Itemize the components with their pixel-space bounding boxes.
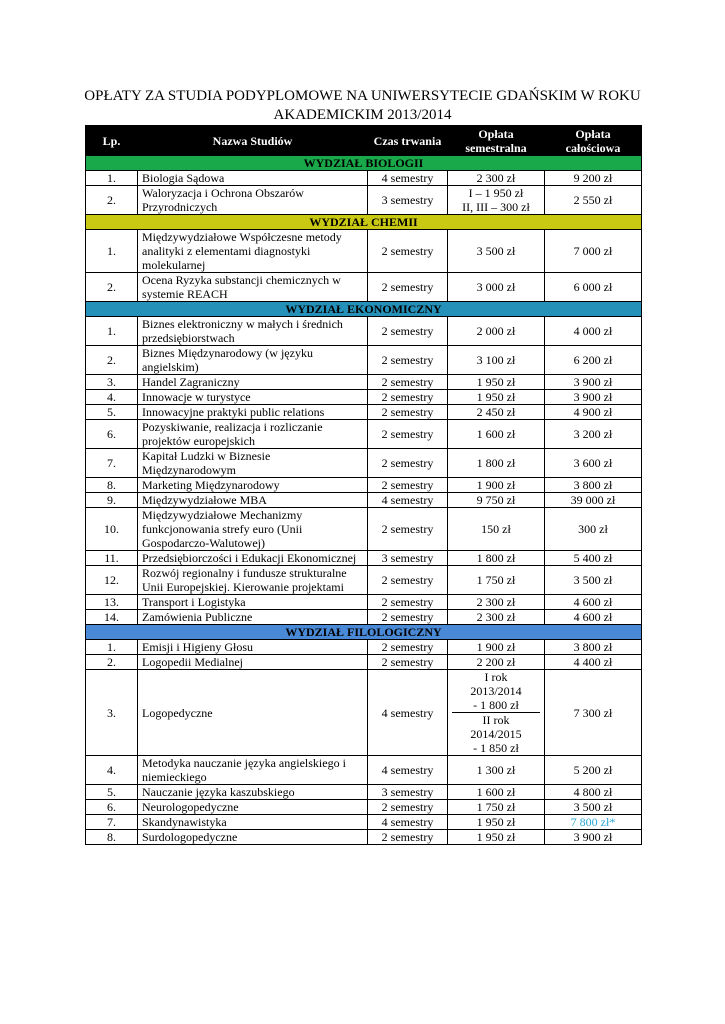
row-number: 6.	[86, 420, 138, 449]
duration: 4 semestry	[368, 171, 448, 186]
table-row	[86, 405, 642, 420]
total-fee: 3 800 zł	[545, 478, 642, 493]
semester-fee-line: II rok	[482, 713, 510, 727]
row-number: 1.	[86, 317, 138, 346]
study-name: Przedsiębiorczości i Edukacji Ekonomicznej	[138, 551, 368, 566]
section-title: WYDZIAŁ BIOLOGII	[86, 156, 642, 171]
semester-fee-line: I rok	[484, 670, 508, 684]
section-title: WYDZIAŁ EKONOMICZNY	[86, 302, 642, 317]
total-fee: 300 zł	[545, 508, 642, 551]
duration: 2 semestry	[368, 317, 448, 346]
study-name: Surdologopedyczne	[138, 830, 368, 845]
semester-fee-line: I – 1 950 zł	[468, 186, 524, 200]
duration: 2 semestry	[368, 610, 448, 625]
row-number: 4.	[86, 756, 138, 785]
study-name: Emisji i Higieny Głosu	[138, 640, 368, 655]
duration: 2 semestry	[368, 508, 448, 551]
row-number: 4.	[86, 390, 138, 405]
total-fee: 4 000 zł	[545, 317, 642, 346]
header-semester-fee-line1: Opłata	[478, 126, 514, 141]
duration: 2 semestry	[368, 655, 448, 670]
row-number: 10.	[86, 508, 138, 551]
duration: 2 semestry	[368, 273, 448, 302]
table-row	[86, 566, 642, 595]
header-duration: Czas trwania	[368, 126, 448, 156]
total-fee: 4 600 zł	[545, 610, 642, 625]
semester-fee: 1 900 zł	[448, 640, 545, 655]
table-row	[86, 273, 642, 302]
semester-fee: 2 200 zł	[448, 655, 545, 670]
study-name: Rozwój regionalny i fundusze strukturalne Unii Europejskiej. Kierowanie projektami	[138, 566, 368, 595]
header-name: Nazwa Studiów	[138, 126, 368, 156]
header-semester-fee	[448, 126, 545, 156]
study-name: Międzywydziałowe Współczesne metody analityki z elementami diagnostyki molekularnej	[138, 230, 368, 273]
document-title	[60, 87, 665, 125]
section-row-chemia	[86, 215, 642, 230]
semester-fee: 3 500 zł	[448, 230, 545, 273]
row-number: 7.	[86, 815, 138, 830]
semester-fee: 1 300 zł	[448, 756, 545, 785]
row-number: 5.	[86, 405, 138, 420]
semester-fee	[448, 186, 545, 215]
total-fee: 5 200 zł	[545, 756, 642, 785]
total-fee: 3 500 zł	[545, 800, 642, 815]
semester-fee: 9 750 zł	[448, 493, 545, 508]
total-fee: 4 800 zł	[545, 785, 642, 800]
semester-fee-line: 2014/2015	[470, 727, 522, 741]
row-number: 1.	[86, 640, 138, 655]
row-number: 7.	[86, 449, 138, 478]
semester-fee: 1 950 zł	[448, 830, 545, 845]
table-row	[86, 595, 642, 610]
table-row	[86, 655, 642, 670]
section-title: WYDZIAŁ CHEMII	[86, 215, 642, 230]
study-name: Kapitał Ludzki w Biznesie Międzynarodowym	[138, 449, 368, 478]
table-row	[86, 493, 642, 508]
total-fee: 3 200 zł	[545, 420, 642, 449]
total-fee: 3 800 zł	[545, 640, 642, 655]
semester-fee: 1 750 zł	[448, 566, 545, 595]
total-fee: 2 550 zł	[545, 186, 642, 215]
semester-fee: 3 000 zł	[448, 273, 545, 302]
row-number: 8.	[86, 830, 138, 845]
row-number: 2.	[86, 186, 138, 215]
total-fee: 39 000 zł	[545, 493, 642, 508]
total-fee: 3 500 zł	[545, 566, 642, 595]
study-name: Transport i Logistyka	[138, 595, 368, 610]
study-name: Pozyskiwanie, realizacja i rozliczanie projektów europejskich	[138, 420, 368, 449]
row-number: 11.	[86, 551, 138, 566]
semester-fee: 2 450 zł	[448, 405, 545, 420]
table-row	[86, 230, 642, 273]
duration: 2 semestry	[368, 390, 448, 405]
row-number: 2.	[86, 346, 138, 375]
row-number: 8.	[86, 478, 138, 493]
semester-fee: 2 000 zł	[448, 317, 545, 346]
study-name: Waloryzacja i Ochrona Obszarów Przyrodniczych	[138, 186, 368, 215]
duration: 2 semestry	[368, 830, 448, 845]
semester-fee: 1 900 zł	[448, 478, 545, 493]
study-name: Ocena Ryzyka substancji chemicznych w systemie REACH	[138, 273, 368, 302]
study-name: Nauczanie języka kaszubskiego	[138, 785, 368, 800]
header-total-fee-line1: Opłata	[575, 126, 611, 141]
semester-fee: 150 zł	[448, 508, 545, 551]
semester-fee: 2 300 zł	[448, 610, 545, 625]
title-line-1: OPŁATY ZA STUDIA PODYPLOMOWE NA UNIWERSYTECIE GDAŃSKIM W ROKU	[84, 88, 641, 104]
table-row	[86, 610, 642, 625]
table-row	[86, 640, 642, 655]
header-total-fee	[545, 126, 642, 156]
study-name: Neurologopedyczne	[138, 800, 368, 815]
total-fee: 6 200 zł	[545, 346, 642, 375]
duration: 2 semestry	[368, 566, 448, 595]
study-name: Handel Zagraniczny	[138, 375, 368, 390]
total-fee: 7 000 zł	[545, 230, 642, 273]
table-row	[86, 508, 642, 551]
section-row-biologia	[86, 156, 642, 171]
row-number: 5.	[86, 785, 138, 800]
semester-fee: 1 950 zł	[448, 815, 545, 830]
section-title: WYDZIAŁ FILOLOGICZNY	[86, 625, 642, 640]
row-number: 3.	[86, 670, 138, 756]
semester-fee-second-year	[452, 713, 540, 755]
total-fee: 3 900 zł	[545, 830, 642, 845]
duration: 3 semestry	[368, 551, 448, 566]
semester-fee: 1 600 zł	[448, 785, 545, 800]
row-number: 2.	[86, 655, 138, 670]
study-name: Skandynawistyka	[138, 815, 368, 830]
study-name: Biologia Sądowa	[138, 171, 368, 186]
total-fee: 3 900 zł	[545, 375, 642, 390]
study-name: Międzywydziałowe Mechanizmy funkcjonowania strefy euro (Unii Gospodarczo-Walutowej)	[138, 508, 368, 551]
total-fee: 6 000 zł	[545, 273, 642, 302]
duration: 2 semestry	[368, 640, 448, 655]
header-semester-fee-line2: semestralna	[465, 140, 527, 155]
table-row	[86, 171, 642, 186]
study-name: Innowacje w turystyce	[138, 390, 368, 405]
title-line-2: AKADEMICKIM 2013/2014	[273, 107, 452, 123]
study-name: Logopedii Medialnej	[138, 655, 368, 670]
table-row	[86, 478, 642, 493]
table-row	[86, 815, 642, 830]
duration: 2 semestry	[368, 595, 448, 610]
semester-fee: 1 600 zł	[448, 420, 545, 449]
study-name: Logopedyczne	[138, 670, 368, 756]
duration: 4 semestry	[368, 670, 448, 756]
total-fee: 4 400 zł	[545, 655, 642, 670]
duration: 2 semestry	[368, 478, 448, 493]
semester-fee: 1 950 zł	[448, 390, 545, 405]
duration: 2 semestry	[368, 449, 448, 478]
table-row	[86, 186, 642, 215]
duration: 2 semestry	[368, 375, 448, 390]
total-fee: 3 900 zł	[545, 390, 642, 405]
table-row	[86, 551, 642, 566]
study-name: Innowacyjne praktyki public relations	[138, 405, 368, 420]
row-number: 6.	[86, 800, 138, 815]
total-fee: 7 800 zł*	[545, 815, 642, 830]
semester-fee: 1 800 zł	[448, 449, 545, 478]
table-row	[86, 390, 642, 405]
section-row-ekonomia	[86, 302, 642, 317]
row-number: 13.	[86, 595, 138, 610]
study-name: Marketing Międzynarodowy	[138, 478, 368, 493]
semester-fee: 3 100 zł	[448, 346, 545, 375]
semester-fee: 1 800 zł	[448, 551, 545, 566]
duration: 2 semestry	[368, 800, 448, 815]
study-name: Biznes Międzynarodowy (w języku angielskim)	[138, 346, 368, 375]
row-number: 9.	[86, 493, 138, 508]
total-fee: 4 600 zł	[545, 595, 642, 610]
duration: 3 semestry	[368, 785, 448, 800]
table-row	[86, 317, 642, 346]
semester-fee: 1 750 zł	[448, 800, 545, 815]
semester-fee-line: - 1 850 zł	[473, 741, 519, 755]
duration: 2 semestry	[368, 420, 448, 449]
table-row	[86, 670, 642, 756]
table-row	[86, 785, 642, 800]
fees-table	[85, 125, 642, 845]
row-number: 2.	[86, 273, 138, 302]
header-total-fee-line2: całościowa	[565, 140, 621, 155]
row-number: 1.	[86, 171, 138, 186]
row-number: 12.	[86, 566, 138, 595]
total-fee: 5 400 zł	[545, 551, 642, 566]
duration: 4 semestry	[368, 815, 448, 830]
duration: 2 semestry	[368, 230, 448, 273]
table-row	[86, 375, 642, 390]
semester-fee: 1 950 zł	[448, 375, 545, 390]
total-fee: 3 600 zł	[545, 449, 642, 478]
row-number: 1.	[86, 230, 138, 273]
study-name: Międzywydziałowe MBA	[138, 493, 368, 508]
total-fee: 4 900 zł	[545, 405, 642, 420]
study-name: Zamówienia Publiczne	[138, 610, 368, 625]
study-name: Biznes elektroniczny w małych i średnich przedsiębiorstwach	[138, 317, 368, 346]
table-row	[86, 346, 642, 375]
header-lp: Lp.	[86, 126, 138, 156]
duration: 3 semestry	[368, 186, 448, 215]
row-number: 14.	[86, 610, 138, 625]
study-name: Metodyka nauczanie języka angielskiego i niemieckiego	[138, 756, 368, 785]
table-row	[86, 756, 642, 785]
total-fee: 7 300 zł	[545, 670, 642, 756]
semester-fee	[448, 670, 545, 756]
semester-fee-first-year	[452, 670, 540, 713]
section-row-filologia	[86, 625, 642, 640]
duration: 2 semestry	[368, 405, 448, 420]
duration: 4 semestry	[368, 756, 448, 785]
table-row	[86, 800, 642, 815]
header-row	[86, 126, 642, 156]
semester-fee-line: II, III – 300 zł	[462, 200, 530, 214]
semester-fee-line: 2013/2014	[470, 684, 522, 698]
table-row	[86, 830, 642, 845]
total-fee: 9 200 zł	[545, 171, 642, 186]
semester-fee: 2 300 zł	[448, 171, 545, 186]
table-row	[86, 420, 642, 449]
semester-fee-line: - 1 800 zł	[473, 698, 519, 712]
duration: 2 semestry	[368, 346, 448, 375]
duration: 4 semestry	[368, 493, 448, 508]
row-number: 3.	[86, 375, 138, 390]
semester-fee: 2 300 zł	[448, 595, 545, 610]
table-row	[86, 449, 642, 478]
